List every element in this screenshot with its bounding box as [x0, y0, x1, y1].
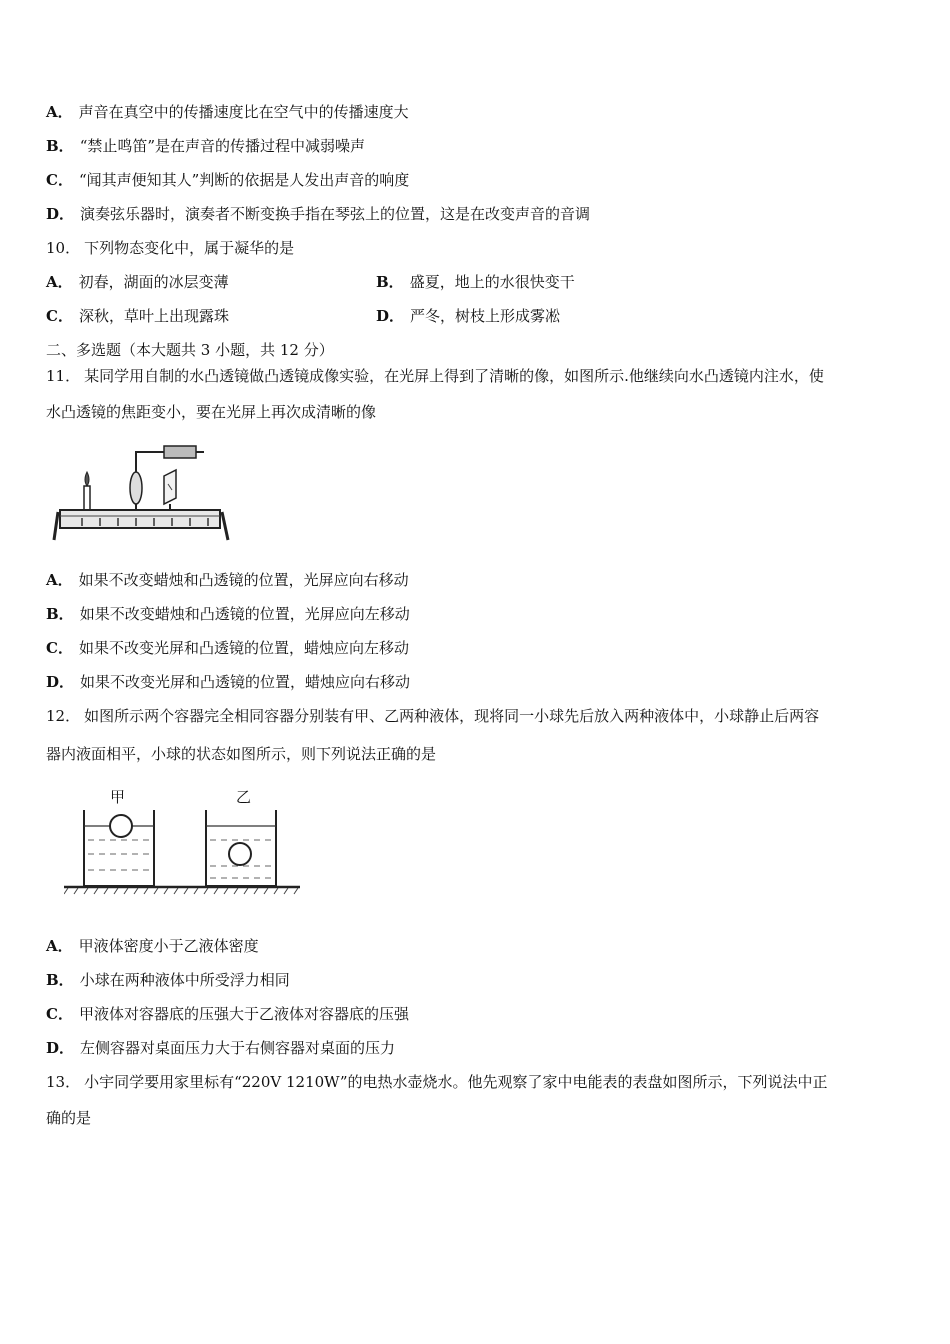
option-text: 左侧容器对桌面压力大于右侧容器对桌面的压力 [80, 1039, 396, 1057]
question-text: 如图所示两个容器完全相同容器分别装有甲、乙两种液体，现将同一小球先后放入两种液体中，小球静止后两容 [84, 707, 820, 725]
question-text: 小宇同学要用家里标有“220V 1210W”的电热水壶烧水。他先观察了家中电能表的表盘如图所示，下列说法中正 [84, 1073, 828, 1091]
option-label: D． [46, 673, 75, 691]
question-number: 11． [46, 367, 81, 385]
q10-options-row-1 [46, 272, 906, 292]
option-text: 如果不改变光屏和凸透镜的位置，蜡烛应向右移动 [80, 673, 411, 691]
question-number: 12． [46, 707, 81, 725]
question-text: 某同学用自制的水凸透镜做凸透镜成像实验，在光屏上得到了清晰的像，如图所示.他继续向水凸透镜内注水，使 [84, 367, 824, 385]
q9-option-d [46, 204, 590, 224]
q11-option-b [46, 604, 410, 624]
option-label: C． [46, 171, 73, 189]
q13-stem-line-2: 确的是 [46, 1109, 92, 1127]
q12-option-b [46, 970, 290, 990]
q10-options-row-2 [46, 306, 906, 326]
option-label: B． [46, 137, 74, 155]
option-text: 如果不改变蜡烛和凸透镜的位置，光屏应向左移动 [79, 605, 410, 623]
optical-bench-diagram [52, 440, 232, 546]
option-label: D． [46, 205, 75, 223]
option-text: 深秋，草叶上出现露珠 [78, 307, 229, 325]
q11-option-c [46, 638, 409, 658]
option-label: D． [376, 307, 405, 325]
option-text: 如果不改变蜡烛和凸透镜的位置，光屏应向右移动 [78, 571, 409, 589]
q10-option-d [376, 306, 560, 326]
container-label-left: 甲 [110, 788, 126, 806]
option-text: 如果不改变光屏和凸透镜的位置，蜡烛应向左移动 [78, 639, 409, 657]
option-label: B． [46, 605, 74, 623]
question-number: 13． [46, 1073, 81, 1091]
option-text: “禁止鸣笛”是在声音的传播过程中减弱噪声 [79, 137, 366, 155]
q9-option-a [46, 102, 409, 122]
option-label: B． [46, 971, 74, 989]
q11-stem-line-1 [46, 366, 824, 386]
option-label: A． [46, 103, 73, 121]
question-text: 下列物态变化中，属于凝华的是 [84, 239, 295, 257]
q12-stem-line-2: 器内液面相平，小球的状态如图所示，则下列说法正确的是 [46, 745, 437, 763]
q12-stem-line-1 [46, 706, 819, 726]
section-heading: 二、多选题（本大题共 3 小题，共 12 分） [46, 341, 334, 359]
option-label: C． [46, 639, 73, 657]
q11-option-a [46, 570, 409, 590]
q9-option-c [46, 170, 409, 190]
q13-stem-line-1 [46, 1072, 828, 1092]
option-text: 声音在真空中的传播速度比在空气中的传播速度大 [78, 103, 409, 121]
q11-option-d [46, 672, 410, 692]
q12-option-a [46, 936, 259, 956]
option-label: C． [46, 1005, 73, 1023]
question-number: 10． [46, 239, 81, 257]
option-text: 盛夏，地上的水很快变干 [409, 273, 575, 291]
q11-stem-line-2: 水凸透镜的焦距变小，要在光屏上再次成清晰的像 [46, 403, 377, 421]
q10-option-b [376, 272, 575, 292]
option-label: A． [46, 571, 73, 589]
option-label: D． [46, 1039, 75, 1057]
q9-option-b [46, 136, 365, 156]
q12-option-c [46, 1004, 409, 1024]
option-text: 甲液体密度小于乙液体密度 [78, 937, 259, 955]
q10-stem [46, 238, 294, 258]
option-text: 演奏弦乐器时，演奏者不断变换手指在琴弦上的位置，这是在改变声音的音调 [80, 205, 591, 223]
option-text: 小球在两种液体中所受浮力相同 [79, 971, 290, 989]
optical-bench-figure [52, 440, 232, 546]
option-text: 严冬，树枝上形成雾凇 [410, 307, 561, 325]
container-label-right: 乙 [236, 788, 252, 806]
option-label: A． [46, 937, 73, 955]
option-label: B． [376, 273, 404, 291]
q12-option-d [46, 1038, 395, 1058]
option-label: A． [46, 273, 73, 291]
option-label: C． [46, 307, 73, 325]
option-text: “闻其声便知其人”判断的依据是人发出声音的响度 [78, 171, 410, 189]
option-text: 初春，湖面的冰层变薄 [78, 273, 229, 291]
containers-diagram [64, 782, 304, 902]
option-text: 甲液体对容器底的压强大于乙液体对容器底的压强 [78, 1005, 409, 1023]
